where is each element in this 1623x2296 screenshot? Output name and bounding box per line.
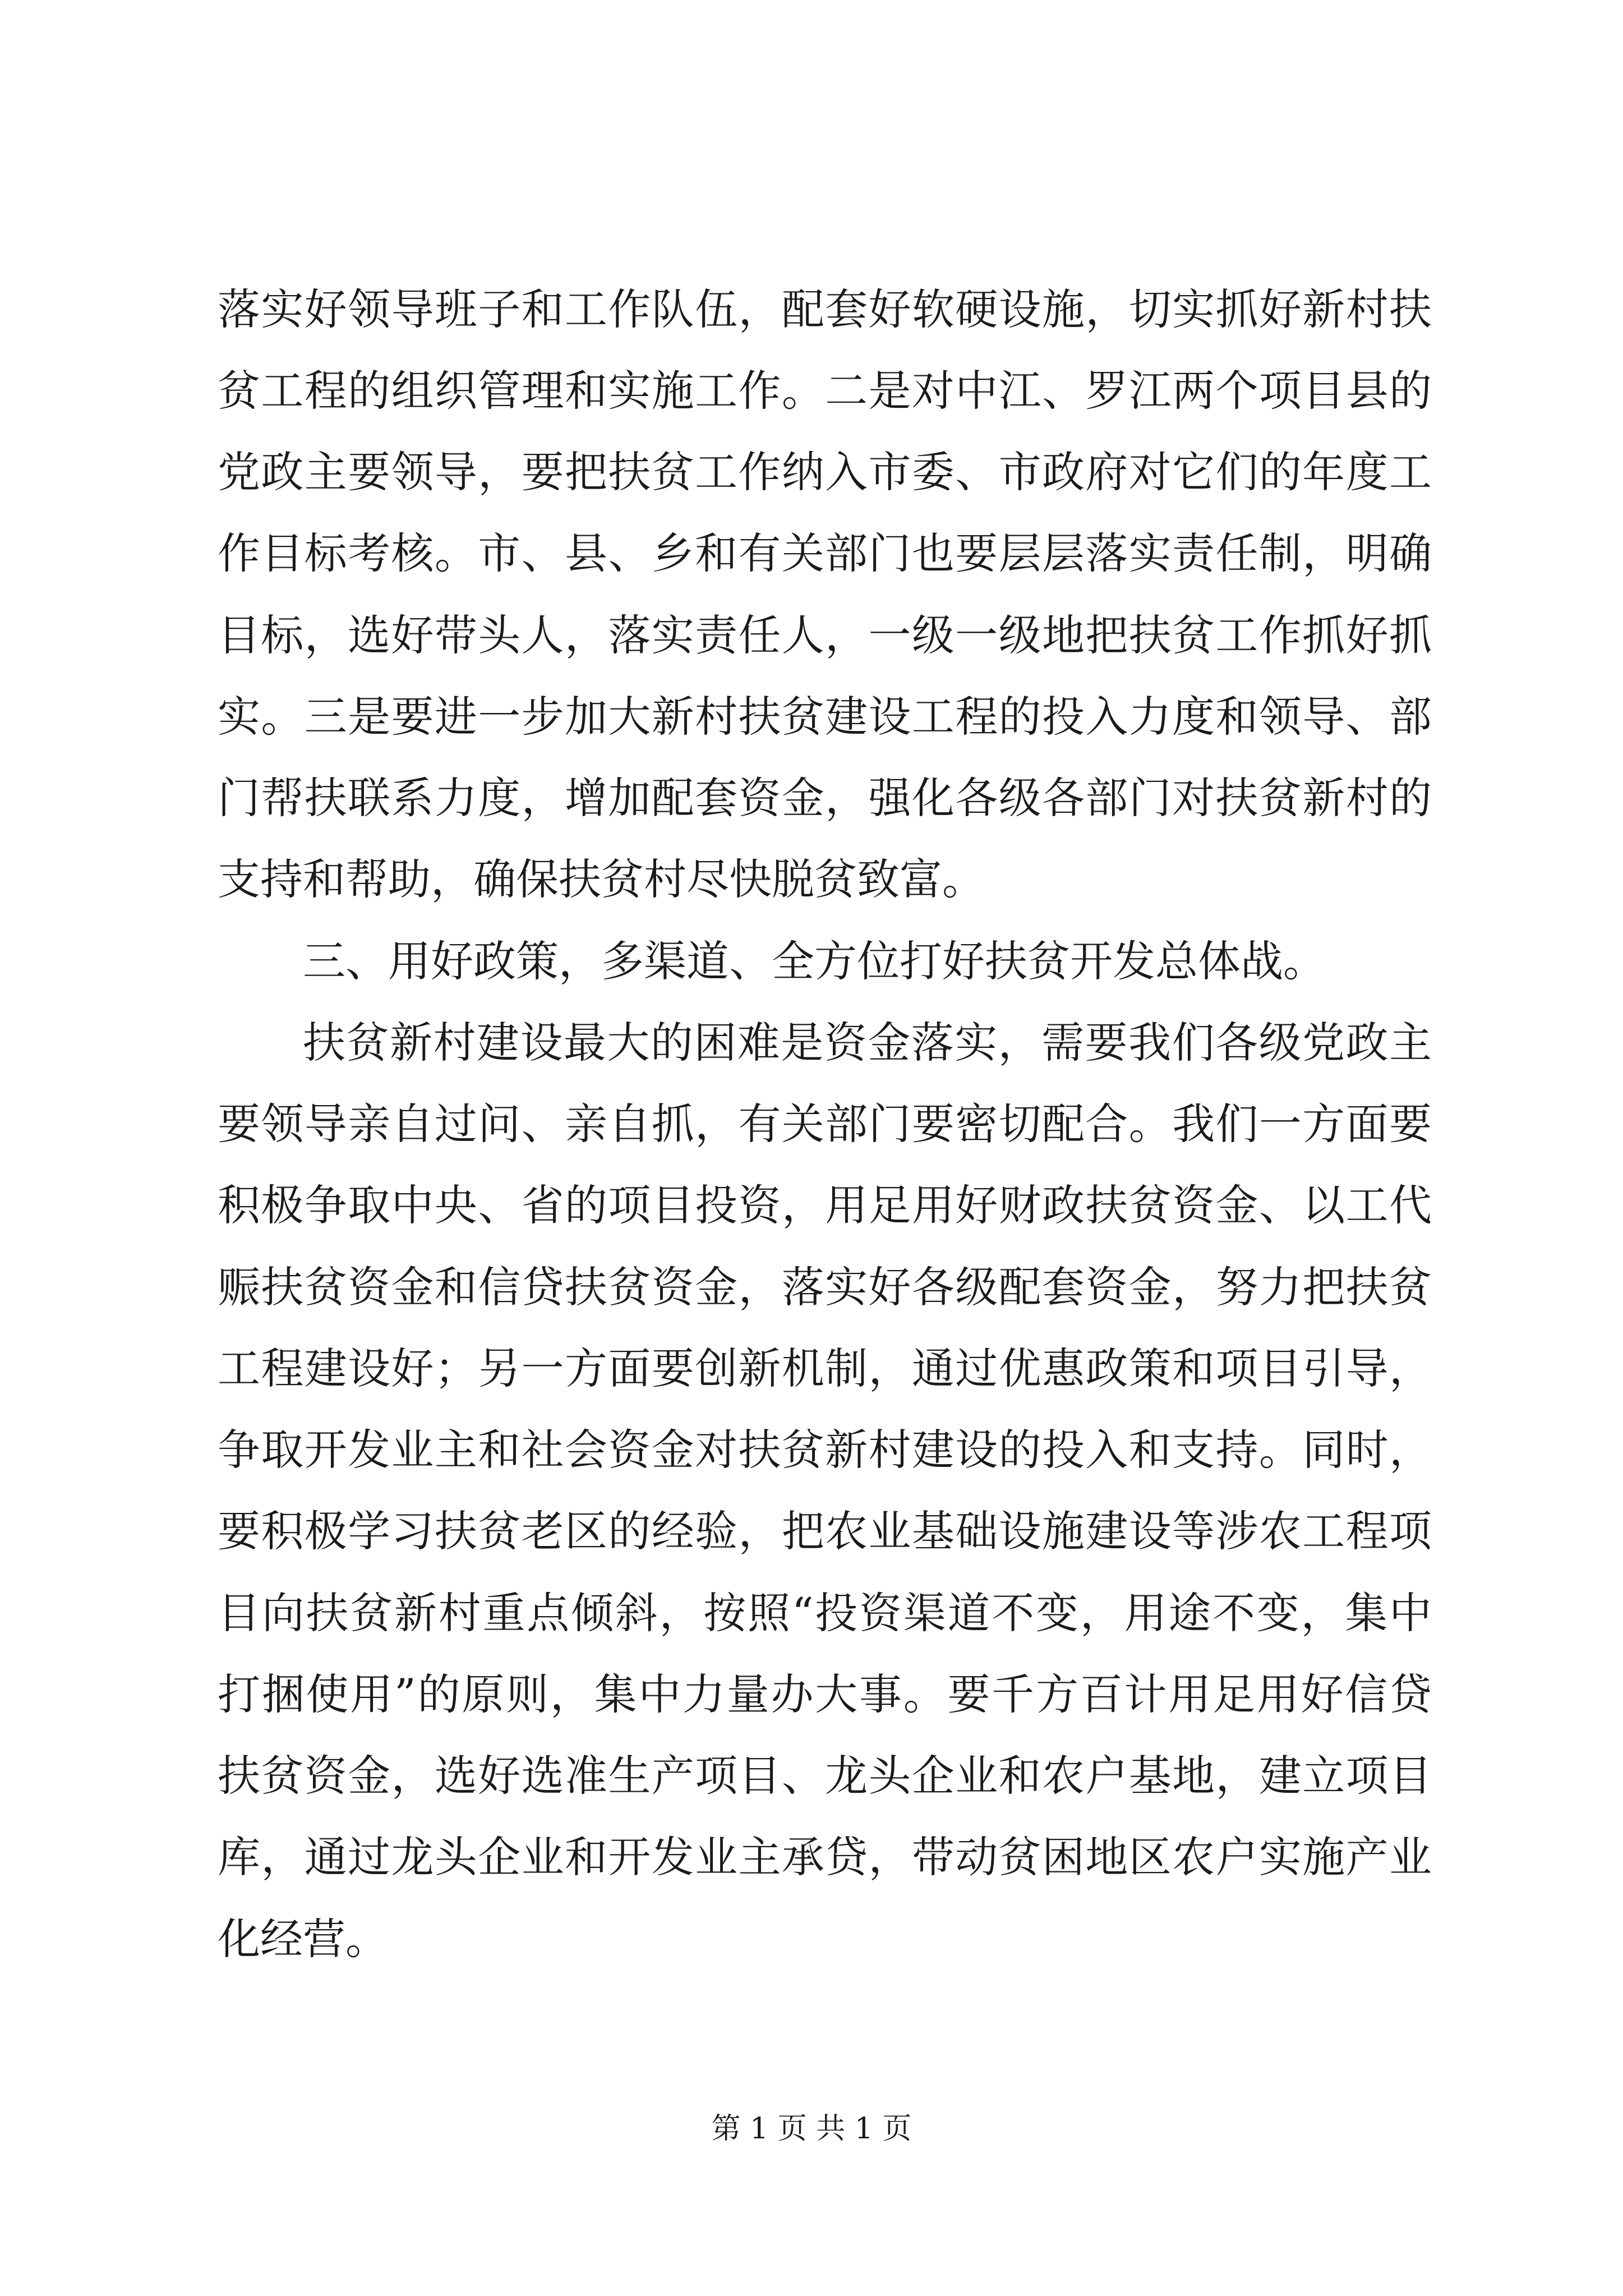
text-line: 实。三是要进一步加大新村扶贫建设工程的投入力度和领导、部 (218, 692, 1432, 742)
text-line: 门帮扶联系力度，增加配套资金，强化各级各部门对扶贫新村的 (218, 773, 1432, 823)
text-line: 扶贫新村建设最大的困难是资金落实，需要我们各级党政主 (303, 1018, 1432, 1068)
text-line: 贫工程的组织管理和实施工作。二是对中江、罗江两个项目县的 (218, 366, 1432, 416)
text-line: 化经营。 (218, 1914, 388, 1964)
text-line: 要积极学习扶贫老区的经验，把农业基础设施建设等涉农工程项 (218, 1506, 1432, 1556)
text-line: 支持和帮助，确保扶贫村尽快脱贫致富。 (218, 854, 985, 904)
text-line: 赈扶贫资金和信贷扶贫资金，落实好各级配套资金，努力把扶贫 (218, 1262, 1432, 1312)
text-line: 库，通过龙头企业和开发业主承贷，带动贫困地区农户实施产业 (218, 1832, 1432, 1882)
text-line: 党政主要领导，要把扶贫工作纳入市委、市政府对它们的年度工 (218, 447, 1432, 497)
text-line: 落实好领导班子和工作队伍，配套好软硬设施，切实抓好新村扶 (218, 284, 1432, 334)
section-heading: 三、用好政策，多渠道、全方位打好扶贫开发总体战。 (303, 936, 1326, 986)
text-line: 争取开发业主和社会资金对扶贫新村建设的投入和支持。同时， (218, 1425, 1432, 1475)
text-line: 作目标考核。市、县、乡和有关部门也要层层落实责任制，明确 (218, 528, 1432, 578)
text-line: 扶贫资金，选好选准生产项目、龙头企业和农户基地，建立项目 (218, 1751, 1432, 1801)
text-line: 积极争取中央、省的项目投资，用足用好财政扶贫资金、以工代 (218, 1180, 1432, 1230)
text-line: 目向扶贫新村重点倾斜，按照“投资渠道不变，用途不变，集中 (218, 1588, 1432, 1638)
text-line: 要领导亲自过问、亲自抓，有关部门要密切配合。我们一方面要 (218, 1099, 1432, 1149)
text-line: 目标，选好带头人，落实责任人，一级一级地把扶贫工作抓好抓 (218, 610, 1432, 660)
page-footer: 第 1 页 共 1 页 (711, 2112, 912, 2146)
text-line: 工程建设好；另一方面要创新机制，通过优惠政策和项目引导， (218, 1343, 1432, 1393)
text-line: 打捆使用”的原则，集中力量办大事。要千方百计用足用好信贷 (218, 1669, 1432, 1719)
